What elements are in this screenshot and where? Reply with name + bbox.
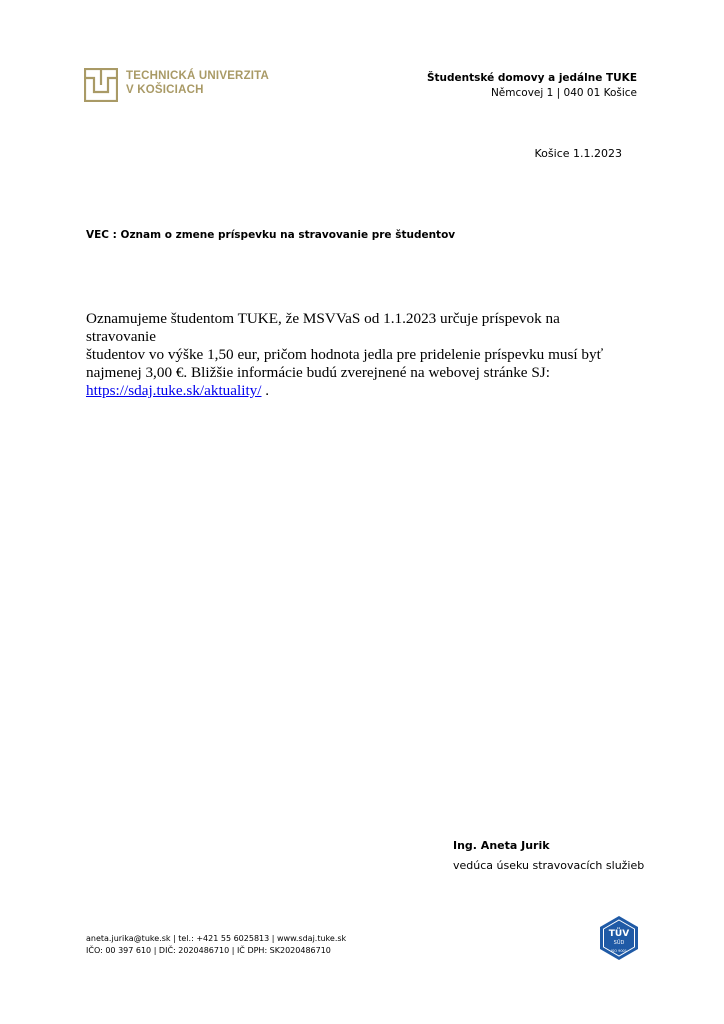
signer-name: Ing. Aneta Jurik	[453, 839, 550, 852]
body-line-3: najmenej 3,00 €. Bližšie informácie budú zverejnené na webovej stránke SJ:	[86, 364, 550, 381]
badge-top-text: TÜV	[608, 929, 630, 939]
body-line-2: študentov vo výške 1,50 eur, pričom hodnota jedla pre pridelenie príspevku musí byť	[86, 346, 604, 363]
signer-role: vedúca úseku stravovacích služieb	[453, 859, 645, 872]
logo-line-1: TECHNICKÁ UNIVERZITA	[126, 70, 270, 82]
body-line-4	[86, 382, 626, 400]
letter-subject: VEC : Oznam o zmene príspevku na stravovanie pre študentov	[86, 229, 456, 241]
badge-bottom-text: ISO 9001	[610, 949, 628, 953]
link-trailing-text: .	[261, 382, 270, 399]
aktuality-link[interactable]: https://sdaj.tuke.sk/aktuality/	[86, 382, 262, 399]
footer-contacts	[86, 933, 346, 957]
tuv-certification-badge-icon	[596, 915, 642, 961]
footer-line-1: aneta.jurika@tuke.sk | tel.: +421 55 6025813 | www.sdaj.tuke.sk	[86, 934, 347, 943]
organization-name: Študentské domovy a jedálne TUKE	[426, 72, 637, 84]
organization-address: Němcovej 1 | 040 01 Košice	[490, 87, 637, 99]
letter-date: Košice 1.1.2023	[534, 147, 622, 160]
logo-line-2: V KOŠICIACH	[126, 84, 204, 96]
tuke-logo-icon	[84, 68, 118, 102]
letter-body	[86, 310, 626, 400]
university-logo-text	[126, 69, 269, 97]
badge-mid-text: SÜD	[613, 940, 625, 946]
signature-block	[453, 836, 644, 876]
organization-header	[427, 71, 637, 101]
footer-line-2: IČO: 00 397 610 | DIČ: 2020486710 | IČ DPH: SK2020486710	[86, 946, 331, 955]
body-line-1: Oznamujeme študentom TUKE, že MSVVaS od 1.1.2023 určuje príspevok na stravovanie	[86, 310, 560, 345]
